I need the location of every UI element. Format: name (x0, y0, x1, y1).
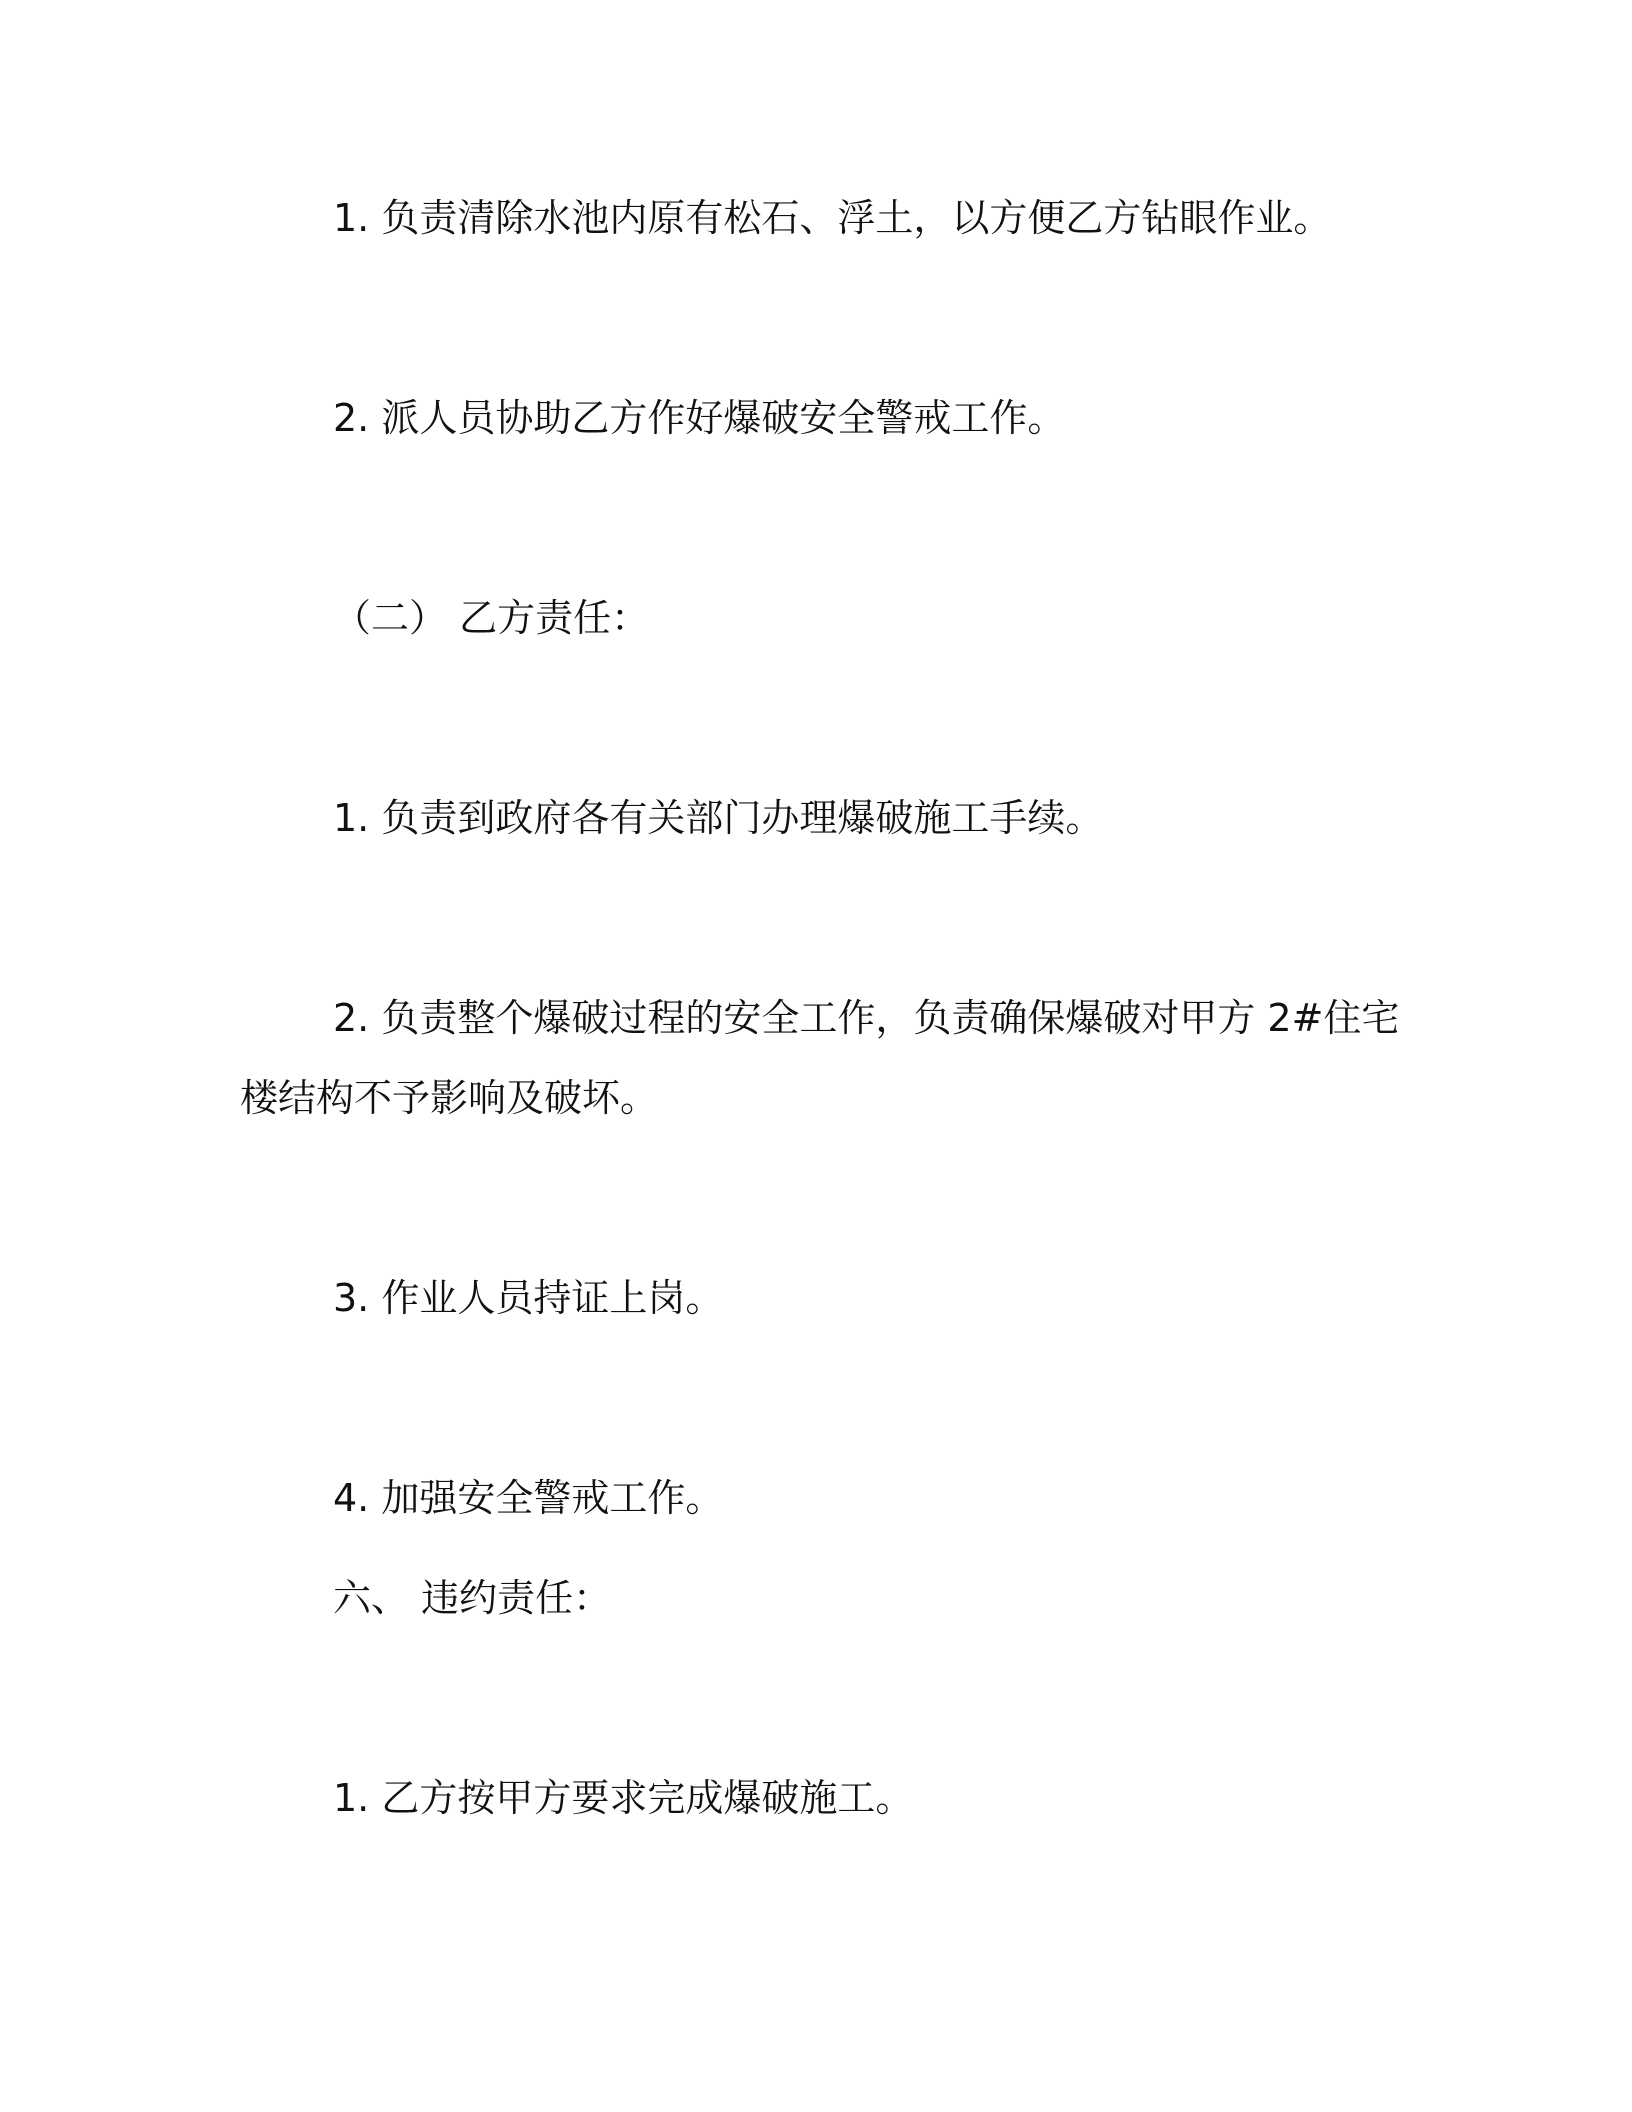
paragraph-party-a-item-2: 2. 派人员协助乙方作好爆破安全警戒工作。 (333, 396, 1066, 440)
paragraph-party-b-item-2: 2. 负责整个爆破过程的安全工作，负责确保爆破对甲方 2#住宅 (333, 996, 1400, 1040)
paragraph-party-b-item-4: 4. 加强安全警戒工作。 (333, 1476, 724, 1520)
paragraph-party-b-item-2-continuation: 楼结构不予影响及破坏。 (240, 1076, 659, 1120)
paragraph-breach-item-1: 1. 乙方按甲方要求完成爆破施工。 (333, 1776, 914, 1820)
paragraph-party-b-item-3: 3. 作业人员持证上岗。 (333, 1276, 724, 1320)
paragraph-party-b-item-1: 1. 负责到政府各有关部门办理爆破施工手续。 (333, 796, 1104, 840)
heading-breach-liability: 六、 违约责任： (333, 1576, 612, 1620)
paragraph-party-a-item-1: 1. 负责清除水池内原有松石、浮土，以方便乙方钻眼作业。 (333, 196, 1332, 240)
heading-party-b-responsibility: （二） 乙方责任： (333, 596, 650, 640)
